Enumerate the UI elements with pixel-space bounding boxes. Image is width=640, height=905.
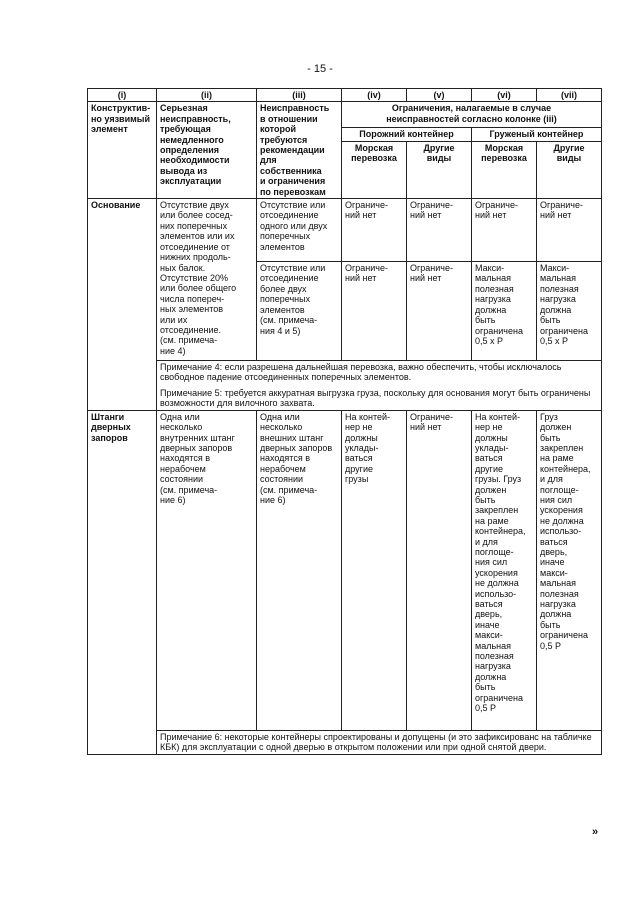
header-other-empty: Другие виды — [407, 142, 472, 199]
column-numbers-row — [88, 89, 602, 102]
base-2-other-empty: Ограниче- ний нет — [407, 262, 472, 361]
header-serious-defect: Серьезная неисправность, требующая немедленного определения необходимости вывода из эксплуатации — [157, 102, 257, 199]
locks-other-empty: Ограниче- ний нет — [407, 410, 472, 730]
header-sea-loaded: Морская перевозка — [472, 142, 537, 199]
note-6: Примечание 6: некоторые контейнеры спроектированы и допущены (и это зафиксированс на табличке КБК) для эксплуатации с одной дверью в открытом положении или при одной снятой двери. — [157, 730, 602, 754]
col-num-6: (vi) — [472, 89, 537, 102]
col-num-2: (ii) — [157, 89, 257, 102]
header-loaded-container: Груженый контейнер — [472, 127, 602, 141]
note-4: Примечание 4: если разрешена дальнейшая перевозка, важно обеспечить, чтобы исключалось свободное падение отсоединенных поперечных элементов. — [160, 362, 562, 383]
element-base: Основание — [88, 199, 157, 411]
locks-serious-defect: Одна или несколько внутренних штанг дверных запоров находятся в нерабочем состоянии (см. примеча- ние 6) — [157, 410, 257, 730]
header-other-loaded: Другие виды — [537, 142, 602, 199]
locks-other-loaded: Груз должен быть закреплен на раме контейнера, и для поглоще- ния сил ускорения не должна использо- ваться дверь, иначе макси- мальная полезная нагрузка должна быть ограничена 0,5 Р — [537, 410, 602, 730]
base-notes — [157, 361, 602, 411]
locks-sea-loaded: На контей- нер не должны уклады- ваться другие грузы. Груз должен быть закреплен на раме контейнера, и для поглоще- ния сил ускорения не должна использо- ваться дверь, иначе макси- мальная полезная нагрузка должна быть ограничена 0,5 Р — [472, 410, 537, 730]
header-restrictions: Ограничения, налагаемые в случае неисправностей согласно колонке (iii) — [342, 102, 602, 127]
base-1-sea-loaded: Ограниче- ний нет — [472, 199, 537, 262]
table-row — [88, 730, 602, 754]
locks-sea-empty: На контей- нер не должны уклады- ваться другие грузы — [342, 410, 407, 730]
col-num-4: (iv) — [342, 89, 407, 102]
base-1-sea-empty: Ограниче- ний нет — [342, 199, 407, 262]
note-5: Примечание 5: требуется аккуратная выгрузка груза, поскольку для основания могут быть ограничены возможности для вилочного захвата. — [160, 387, 591, 409]
base-1-other-empty: Ограниче- ний нет — [407, 199, 472, 262]
base-2-sea-empty: Ограниче- ний нет — [342, 262, 407, 361]
page-number: - 15 - — [307, 63, 333, 75]
header-row-1 — [88, 102, 602, 127]
header-sea-empty: Морская перевозка — [342, 142, 407, 199]
locks-defect: Одна или несколько внешних штанг дверных запоров находятся в нерабочем состоянии (см. примеча- ние 6) — [257, 410, 342, 730]
base-1-other-loaded: Ограниче- ний нет — [537, 199, 602, 262]
table-row — [88, 410, 602, 730]
base-serious-defect: Отсутствие двух или более сосед- них поперечных элементов или их отсоединение от нижних продоль- ных балок. Отсутствие 20% или более общего числа попереч- ных элементов или их отсоединение. (см. примеча- ние 4) — [157, 199, 257, 361]
col-num-5: (v) — [407, 89, 472, 102]
col-num-1: (i) — [88, 89, 157, 102]
continuation-mark: » — [592, 826, 599, 838]
col-num-7: (vii) — [537, 89, 602, 102]
base-defect-2: Отсутствие или отсоединение более двух поперечных элементов (см. примеча- ния 4 и 5) — [257, 262, 342, 361]
base-2-other-loaded: Макси- мальная полезная нагрузка должна быть ограничена 0,5 х Р — [537, 262, 602, 361]
header-element: Конструктив- но уязвимый элемент — [88, 102, 157, 199]
base-2-sea-loaded: Макси- мальная полезная нагрузка должна быть ограничена 0,5 х Р — [472, 262, 537, 361]
table-row — [88, 361, 602, 411]
col-num-3: (iii) — [257, 89, 342, 102]
header-defect-recommendations: Неисправность в отношении которой требуются рекомендации для собственника и ограничения по перевозкам — [257, 102, 342, 199]
header-empty-container: Порожний контейнер — [342, 127, 472, 141]
element-door-locks: Штанги дверных запоров — [88, 410, 157, 754]
base-defect-1: Отсутствие или отсоединение одного или двух поперечных элементов — [257, 199, 342, 262]
defects-table — [87, 88, 602, 755]
table-row — [88, 199, 602, 262]
